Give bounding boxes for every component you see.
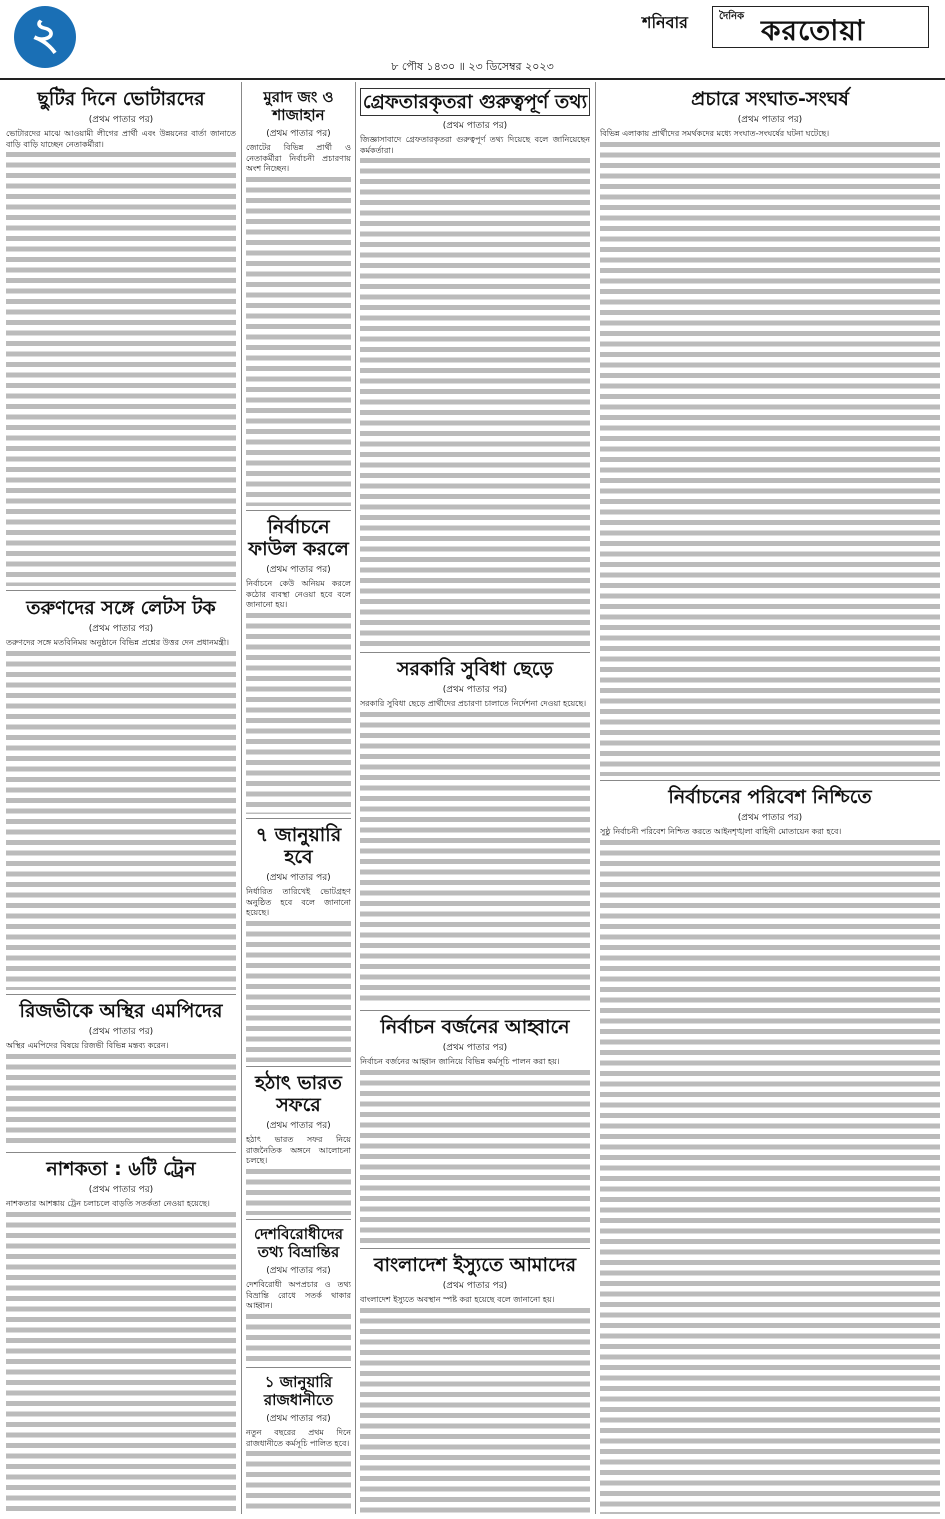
body-text-lines [6, 649, 236, 991]
continuation-note: (প্রথম পাতার পর) [442, 121, 508, 131]
article-body: নির্ধারিত তারিখেই ভোটগ্রহণ অনুষ্ঠিত হবে বলে জানানো হয়েছে। [246, 887, 351, 1062]
page-header [0, 0, 945, 80]
body-text-lines [360, 1306, 590, 1515]
body-text-lines [600, 838, 940, 1515]
article-body: বিভিন্ন এলাকায় প্রার্থীদের সমর্থকদের মধ্যে সংঘাত-সংঘর্ষের ঘটনা ঘটেছে। [600, 129, 940, 774]
article-title: হঠাৎ ভারত সফরে [255, 1072, 342, 1116]
article-title: গ্রেফতারকৃতরা গুরুত্বপূর্ণ তথ্য [360, 88, 590, 116]
article [246, 86, 351, 506]
body-text-lines [246, 611, 351, 815]
article-body: সুষ্ঠু নির্বাচনী পরিবেশ নিশ্চিত করতে আইনশৃঙ্খলা বাহিনী মোতায়েন করা হবে। [600, 827, 940, 1512]
article [600, 86, 940, 776]
article-body: হঠাৎ ভারত সফর নিয়ে রাজনৈতিক অঙ্গনে আলোচনা চলছে। [246, 1135, 351, 1215]
continuation-note: (প্রথম পাতার পর) [88, 1185, 154, 1195]
article [6, 595, 236, 990]
article-title: তরুণদের সঙ্গে লেটস টক [26, 597, 216, 619]
article [6, 998, 236, 1148]
article [600, 784, 940, 1514]
page-number: ২ [14, 6, 76, 68]
body-text-lines [6, 1052, 236, 1149]
article [360, 656, 590, 1006]
body-text-lines [246, 175, 351, 507]
masthead-small: দৈনিক [719, 11, 745, 22]
body-text-lines [246, 919, 351, 1063]
body-text-lines [360, 1068, 590, 1245]
article [6, 1156, 236, 1514]
article-body: নির্বাচন বর্জনের আহ্বান জানিয়ে বিভিন্ন কর্মসূচি পালন করা হয়। [360, 1057, 590, 1242]
body-text-lines [246, 1167, 351, 1216]
day-label: শনিবার [642, 13, 688, 32]
continuation-note: (প্রথম পাতার পর) [88, 1027, 154, 1037]
article-body: অস্থির এমপিদের বিষয়ে রিজভী বিভিন্ন মন্তব্য করেন। [6, 1041, 236, 1148]
article-title: দেশবিরোধীদের তথ্য বিভ্রান্তির [254, 1225, 343, 1261]
article [360, 1252, 590, 1514]
continuation-note: (প্রথম পাতার পর) [266, 873, 331, 883]
article [360, 1014, 590, 1244]
article [246, 822, 351, 1062]
continuation-note: (প্রথম পাতার পর) [442, 1043, 508, 1053]
article-title: ৭ জানুয়ারি হবে [255, 824, 342, 868]
continuation-note: (প্রথম পাতার পর) [266, 1266, 331, 1276]
article-body: নির্বাচনে কেউ অনিয়ম করলে কঠোর ব্যবস্থা নেওয়া হবে বলে জানানো হয়। [246, 579, 351, 814]
article-title: নাশকতা : ৬টি ট্রেন [46, 1158, 196, 1180]
continuation-note: (প্রথম পাতার পর) [442, 685, 508, 695]
continuation-note: (প্রথম পাতার পর) [266, 129, 331, 139]
article [360, 86, 590, 646]
article-title: নির্বাচনে ফাউল করলে [248, 516, 349, 560]
continuation-note: (প্রথম পাতার পর) [737, 115, 803, 125]
article-body: দেশবিরোধী অপপ্রচার ও তথ্য বিভ্রান্তি রোধে সতর্ক থাকার আহ্বান। [246, 1280, 351, 1363]
article-title: রিজভীকে অস্থির এমপিদের [19, 1000, 223, 1022]
body-text-lines [360, 710, 590, 1007]
article-body: তরুণদের সঙ্গে মতবিনিময় অনুষ্ঠানে বিভিন্ন প্রশ্নের উত্তর দেন প্রধানমন্ত্রী। [6, 638, 236, 990]
article-body: জিজ্ঞাসাবাদে গ্রেফতারকৃতরা গুরুত্বপূর্ণ তথ্য দিয়েছে বলে জানিয়েছেন কর্মকর্তারা। [360, 135, 590, 646]
article-title: মুরাদ জং ও শাজাহান [263, 88, 334, 124]
dateline: ৮ পৌষ ১৪৩০ ॥ ২৩ ডিসেম্বর ২০২৩ [391, 60, 554, 73]
article-title: বাংলাদেশ ইস্যুতে আমাদের [373, 1254, 577, 1276]
article [6, 86, 236, 586]
article-body: জোটের বিভিন্ন প্রার্থী ও নেতাকর্মীরা নির্বাচনী প্রচারণায় অংশ নিচ্ছেন। [246, 143, 351, 506]
body-text-lines [246, 1312, 351, 1364]
article [246, 1371, 351, 1514]
continuation-note: (প্রথম পাতার পর) [266, 1121, 331, 1131]
continuation-note: (প্রথম পাতার পর) [266, 565, 331, 575]
masthead-title: করতোয়া [761, 14, 865, 47]
continuation-note: (প্রথম পাতার পর) [88, 624, 154, 634]
article [246, 514, 351, 814]
article-title: ছুটির দিনে ভোটারদের [37, 88, 205, 110]
continuation-note: (প্রথম পাতার পর) [737, 813, 803, 823]
article-body: নতুন বছরের প্রথম দিনে রাজধানীতে কর্মসূচি পালিত হবে। [246, 1428, 351, 1514]
body-text-lines [6, 150, 236, 586]
article-body: সরকারি সুবিধা ছেড়ে প্রার্থীদের প্রচারণা চালাতে নির্দেশনা দেওয়া হয়েছে। [360, 699, 590, 1004]
body-text-lines [246, 1449, 351, 1514]
article [246, 1223, 351, 1363]
continuation-note: (প্রথম পাতার পর) [442, 1281, 508, 1291]
article-title: নির্বাচন বর্জনের আহ্বানে [380, 1016, 570, 1038]
body-text-lines [600, 140, 940, 777]
article-body: বাংলাদেশ ইস্যুতে অবস্থান স্পষ্ট করা হয়েছে বলে জানানো হয়। [360, 1295, 590, 1514]
continuation-note: (প্রথম পাতার পর) [266, 1414, 331, 1424]
article-body: নাশকতার আশঙ্কায় ট্রেন চলাচলে বাড়তি সতর্কতা নেওয়া হয়েছে। [6, 1199, 236, 1514]
body-text-lines [6, 1210, 236, 1515]
body-text-lines [360, 156, 590, 646]
masthead-logo [712, 6, 929, 48]
article [246, 1070, 351, 1215]
continuation-note: (প্রথম পাতার পর) [88, 115, 154, 125]
article-title: নির্বাচনের পরিবেশ নিশ্চিতে [668, 786, 872, 808]
article-title: ১ জানুয়ারি রাজধানীতে [263, 1373, 334, 1409]
article-title: সরকারি সুবিধা ছেড়ে [396, 658, 554, 680]
article-body: ভোটারদের মাঝে আওয়ামী লীগের প্রার্থী এবং উন্নয়নের বার্তা জানাতে বাড়ি বাড়ি যাচ্ছেন নেতাকর্মীরা। [6, 129, 236, 586]
article-title: প্রচারে সংঘাত-সংঘর্ষ [691, 88, 849, 110]
